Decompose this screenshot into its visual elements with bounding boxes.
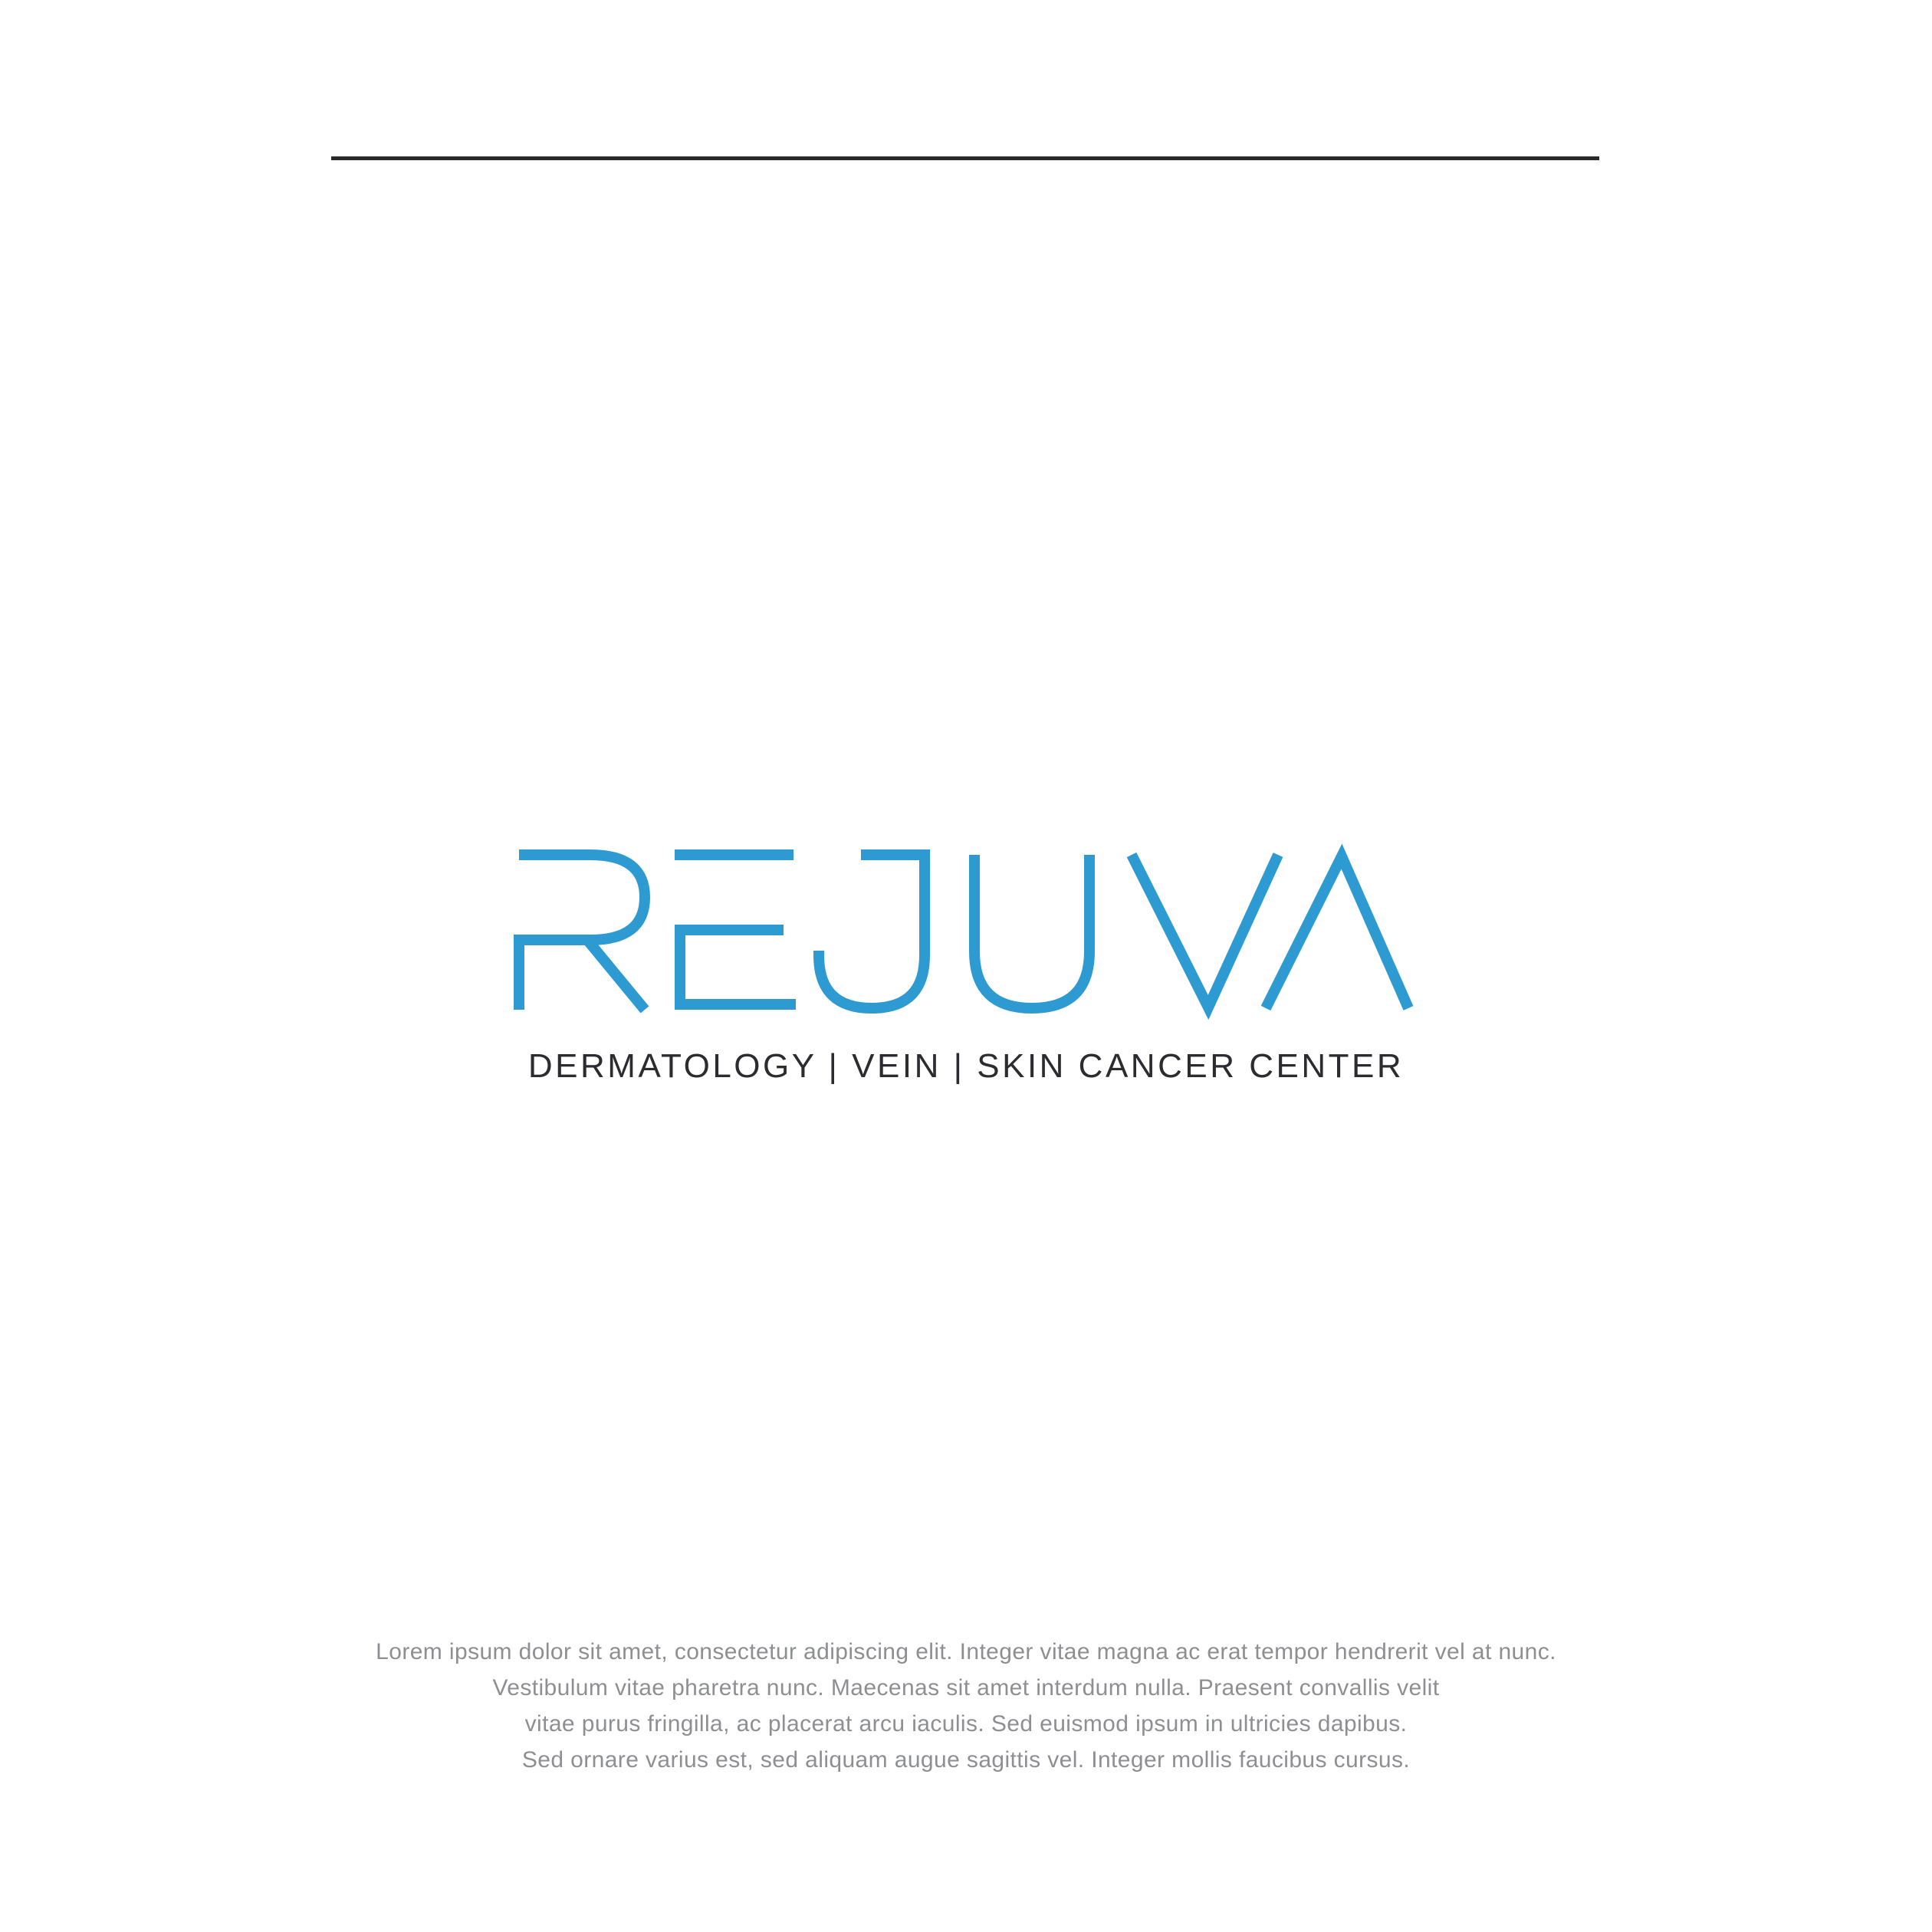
letter-a-shape bbox=[1266, 856, 1408, 1008]
lorem-line-3: vitae purus fringilla, ac placerat arcu iaculis. Sed euismod ipsum in ultricies dapibus. bbox=[524, 1711, 1408, 1737]
rejuva-logotype bbox=[514, 849, 1420, 1014]
lorem-line-1: Lorem ipsum dolor sit amet, consectetur adipiscing elit. Integer vitae magna ac erat tempor hendrerit vel at nunc. bbox=[376, 1639, 1556, 1664]
top-divider-rule bbox=[331, 156, 1599, 160]
letter-e-bracket-shape bbox=[680, 930, 796, 1004]
lorem-line-4: Sed ornare varius est, sed aliquam augue sagittis vel. Integer mollis faucibus cursus. bbox=[521, 1747, 1411, 1773]
letter-u-shape bbox=[974, 855, 1089, 1008]
lorem-paragraph bbox=[0, 1634, 1932, 1778]
letter-r-leg-shape bbox=[587, 940, 645, 1010]
logo-tagline: DERMATOLOGY | VEIN | SKIN CANCER CENTER bbox=[527, 1047, 1405, 1085]
letter-v-shape bbox=[1132, 855, 1278, 1007]
lorem-line-2: Vestibulum vitae pharetra nunc. Maecenas sit amet interdum nulla. Praesent convallis velit bbox=[492, 1675, 1440, 1700]
letter-j-hook-shape bbox=[819, 855, 925, 1008]
